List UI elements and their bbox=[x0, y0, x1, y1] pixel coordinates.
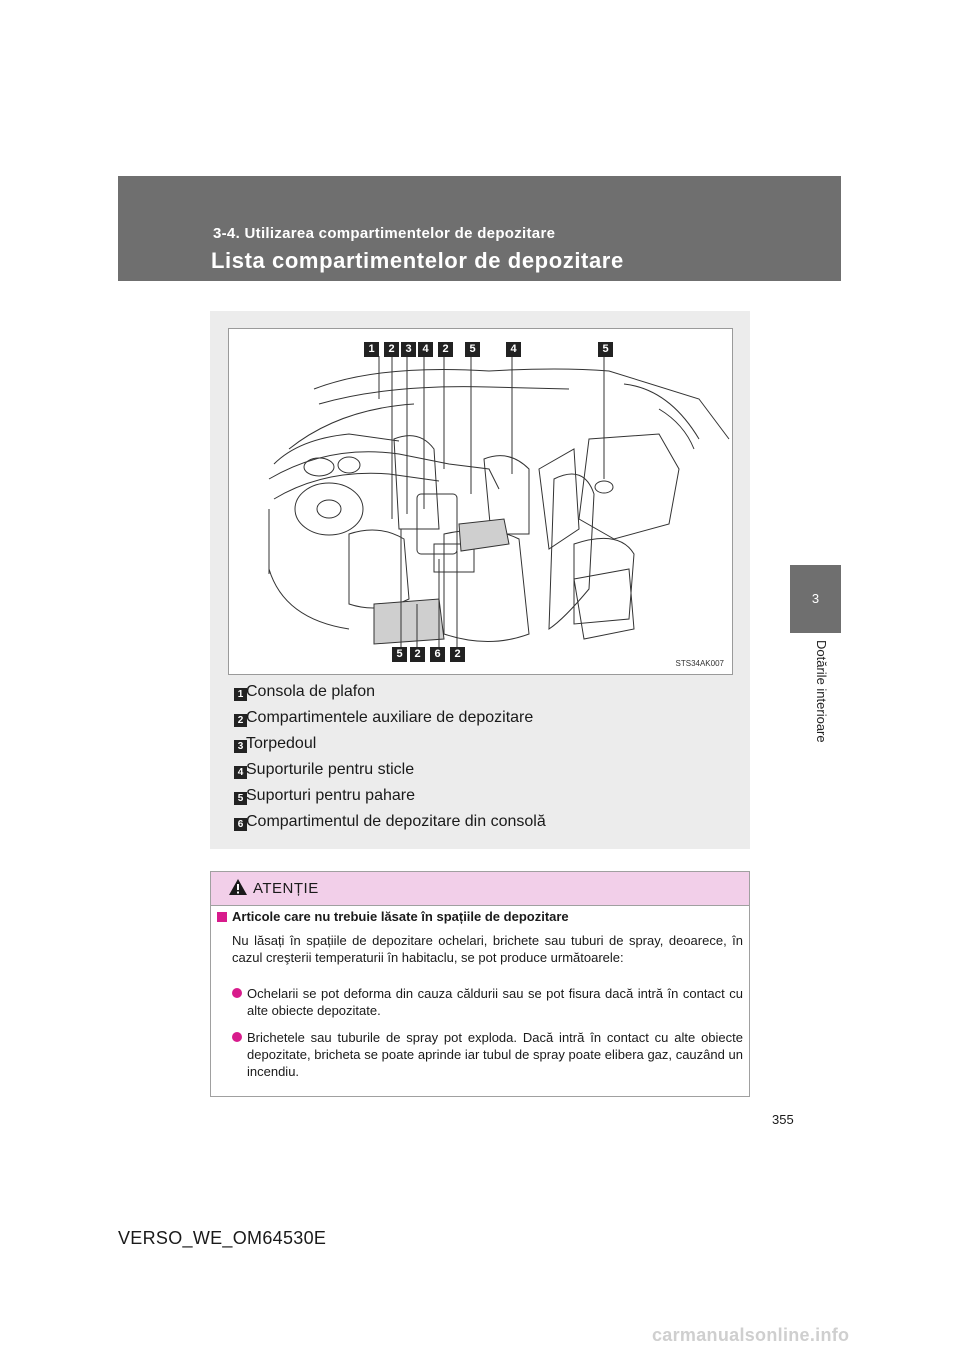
chapter-tab[interactable]: 3 bbox=[790, 565, 841, 633]
callout-badge: 5 bbox=[598, 342, 613, 357]
car-interior-drawing bbox=[229, 329, 732, 674]
caution-title: ATENȚIE bbox=[253, 880, 319, 897]
legend-item bbox=[234, 761, 734, 787]
callout-badge: 5 bbox=[465, 342, 480, 357]
figure-code: STS34AK007 bbox=[675, 659, 724, 668]
callout-badge: 2 bbox=[384, 342, 399, 357]
callout-badge: 4 bbox=[418, 342, 433, 357]
callout-badge: 6 bbox=[430, 647, 445, 662]
figure-box bbox=[210, 311, 750, 849]
caution-bullet-text: Ochelarii se pot deforma din cauza căldurii sau se pot fisura dacă intră în contact cu alte obiecte depozitate. bbox=[247, 986, 743, 1018]
legend-number: 5 bbox=[234, 792, 247, 805]
legend-item bbox=[234, 787, 734, 813]
page-title: Lista compartimentelor de depozitare bbox=[211, 248, 624, 273]
square-bullet-icon bbox=[217, 912, 227, 922]
legend-item bbox=[234, 735, 734, 761]
car-interior-illustration bbox=[228, 328, 733, 675]
callout-badge: 2 bbox=[438, 342, 453, 357]
legend-label: Suporturile pentru sticle bbox=[246, 761, 415, 778]
legend bbox=[234, 683, 734, 839]
legend-number: 3 bbox=[234, 740, 247, 753]
legend-number: 6 bbox=[234, 818, 247, 831]
watermark[interactable]: carmanualsonline.info bbox=[652, 1325, 850, 1345]
caution-bullet-text: Brichetele sau tuburile de spray pot exploda. Dacă intră în contact cu alte obiecte depozitate, bricheta se poate aprinde iar tubul de spray poate elibera gaz, cauzând un incendiu. bbox=[247, 1030, 743, 1079]
warning-icon bbox=[228, 878, 248, 896]
legend-label: Compartimentele auxiliare de depozitare bbox=[246, 709, 534, 726]
legend-label: Suporturi pentru pahare bbox=[246, 787, 415, 804]
caution-heading bbox=[217, 909, 569, 924]
chapter-label: Dotările interioare bbox=[814, 640, 829, 743]
page-number: 355 bbox=[772, 1112, 794, 1127]
caution-heading-text: Articole care nu trebuie lăsate în spațiile de depozitare bbox=[232, 909, 569, 924]
legend-number: 4 bbox=[234, 766, 247, 779]
legend-number: 2 bbox=[234, 714, 247, 727]
callout-badge: 5 bbox=[392, 647, 407, 662]
document-code: VERSO_WE_OM64530E bbox=[118, 1228, 327, 1248]
legend-item bbox=[234, 709, 734, 735]
caution-paragraph: Nu lăsați în spațiile de depozitare ochelari, brichete sau tuburi de spray, deoarece, în cazul creşterii temperaturii în habitaclu, se pot produce următoarele: bbox=[232, 933, 743, 965]
callout-badge: 1 bbox=[364, 342, 379, 357]
legend-item bbox=[234, 813, 734, 839]
bullet-dot-icon bbox=[232, 988, 242, 998]
legend-number: 1 bbox=[234, 688, 247, 701]
page-header bbox=[118, 176, 841, 281]
legend-label: Compartimentul de depozitare din consolă bbox=[246, 813, 546, 830]
callout-badge: 4 bbox=[506, 342, 521, 357]
bullet-dot-icon bbox=[232, 1032, 242, 1042]
callout-badge: 2 bbox=[450, 647, 465, 662]
legend-label: Torpedoul bbox=[246, 735, 317, 752]
section-title: 3-4. Utilizarea compartimentelor de depozitare bbox=[213, 225, 556, 242]
callout-badge: 3 bbox=[401, 342, 416, 357]
legend-label: Consola de plafon bbox=[246, 683, 375, 700]
caution-bullet bbox=[232, 1029, 743, 1080]
caution-box bbox=[210, 871, 750, 1097]
legend-item bbox=[234, 683, 734, 709]
callout-badge: 2 bbox=[410, 647, 425, 662]
caution-bullet bbox=[232, 985, 743, 1019]
caution-header bbox=[211, 872, 749, 906]
